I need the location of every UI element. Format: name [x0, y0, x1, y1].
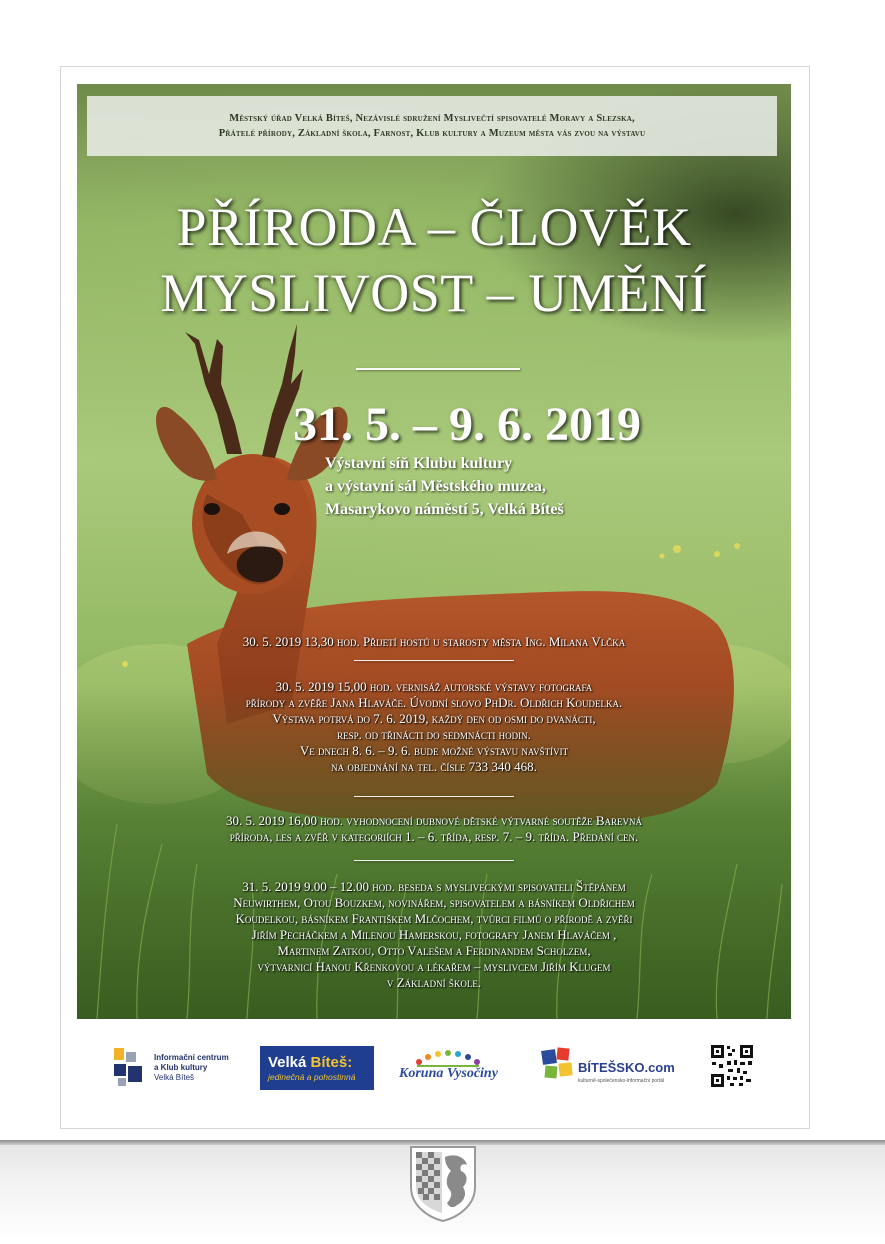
program-line: na objednání na tel. čísle 733 340 468. [331, 759, 537, 774]
logo-velka-bites [260, 1046, 374, 1090]
venue-line: a výstavní sál Městského muzea, [325, 478, 546, 495]
program-line: příroda, les a zvěř v kategoriích 1. – 6. třída, resp. 7. – 9. třída. Předání cen. [229, 829, 639, 844]
program-line: resp. od třinácti do sedmnácti hodin. [337, 727, 531, 742]
program-line: výtvarnicí Hanou Křenkovou a lékařem – myslivcem Jiřím Klugem [257, 959, 611, 974]
logo-bitessko [540, 1044, 680, 1094]
logo-text: BÍTEŠSKO.com [578, 1060, 675, 1075]
info-centre-icon [112, 1046, 148, 1090]
program-line: přírody a zvěře Jana Hlaváče. Úvodní slovo PhDr. Oldřich Koudelka. [245, 695, 623, 710]
program-line: Výstava potrvá do 7. 6. 2019, každý den od osmi do dvanácti, [272, 711, 596, 726]
exhibition-poster [77, 84, 791, 1019]
logo-text: a Klub kultury [154, 1063, 208, 1072]
program-line: v Základní škole. [386, 975, 482, 990]
partner-logos [60, 1030, 810, 1120]
logo-tagline: kulturně-společensko-informační portál [578, 1078, 665, 1084]
logo-text: Velká [268, 1053, 311, 1071]
bitessko-icon [540, 1046, 576, 1086]
invitation-banner [87, 96, 777, 156]
program-line: 30. 5. 2019 16,00 hod. vyhodnocení dubnové dětské výtvarné soutěže Barevná [226, 813, 642, 828]
logo-text: Velká Bíteš [154, 1073, 195, 1082]
invitation-line: Městský úřad Velká Bíteš, Nezávislé sdružení Myslivečtí spisovatelé Moravy a Slezska, [229, 113, 635, 124]
program-line: Neuwirthem, Otou Bouzkem, novinářem, spisovatelem a básníkem Oldřichem [233, 895, 635, 910]
qr-code-icon [710, 1044, 754, 1088]
exhibition-dates: 31. 5. – 9. 6. 2019 [293, 398, 641, 451]
venue-line: Masarykovo náměstí 5, Velká Bíteš [325, 501, 564, 518]
venue-line: Výstavní síň Klubu kultury [325, 455, 513, 472]
logo-informacni-centrum [112, 1044, 242, 1092]
program-line: 30. 5. 2019 13,30 hod. Přijetí hostů u starosty města Ing. Milana Vlčka [242, 634, 626, 649]
program-line: Koudelkou, básníkem Františkem Mlčochem, tvůrci filmů o přírodě a zvěři [235, 911, 633, 926]
poster-title: MYSLIVOST – UMĚNÍ [160, 263, 708, 323]
divider [354, 796, 514, 797]
divider [354, 660, 514, 661]
program-line: Jiřím Pecháčkem a Milenou Hamerskou, fotografy Janem Hlaváčem , [251, 927, 617, 942]
divider [356, 368, 520, 370]
divider [354, 860, 514, 861]
poster-title: PŘÍRODA – ČLOVĚK [176, 197, 692, 257]
town-coat-of-arms-icon [407, 1143, 479, 1223]
invitation-line: Přátelé přírody, Základní škola, Farnost, Klub kultury a Muzeum města vás zvou na výstavu [218, 128, 646, 139]
logo-text: Informační centrum [154, 1053, 229, 1062]
program-line: 31. 5. 2019 9.00 – 12.00 hod. beseda s mysliveckými spisovateli Štěpánem [242, 879, 626, 894]
logo-koruna-vysociny [395, 1044, 515, 1094]
logo-text: Koruna Vysočiny [399, 1066, 498, 1081]
program-line: Ve dnech 8. 6. – 9. 6. bude možné výstavu navštívit [299, 743, 569, 758]
logo-text: Bíteš: [310, 1053, 353, 1071]
logo-tagline: jedinečná a pohostinná [268, 1071, 356, 1082]
program-line: 30. 5. 2019 15,00 hod. vernisáž autorské výstavy fotografa [275, 679, 593, 694]
crown-dots-icon [395, 1044, 515, 1068]
program-line: Martinem Zatkou, Otto Valešem a Ferdinandem Scholzem, [277, 943, 591, 958]
venue-block [325, 452, 665, 521]
